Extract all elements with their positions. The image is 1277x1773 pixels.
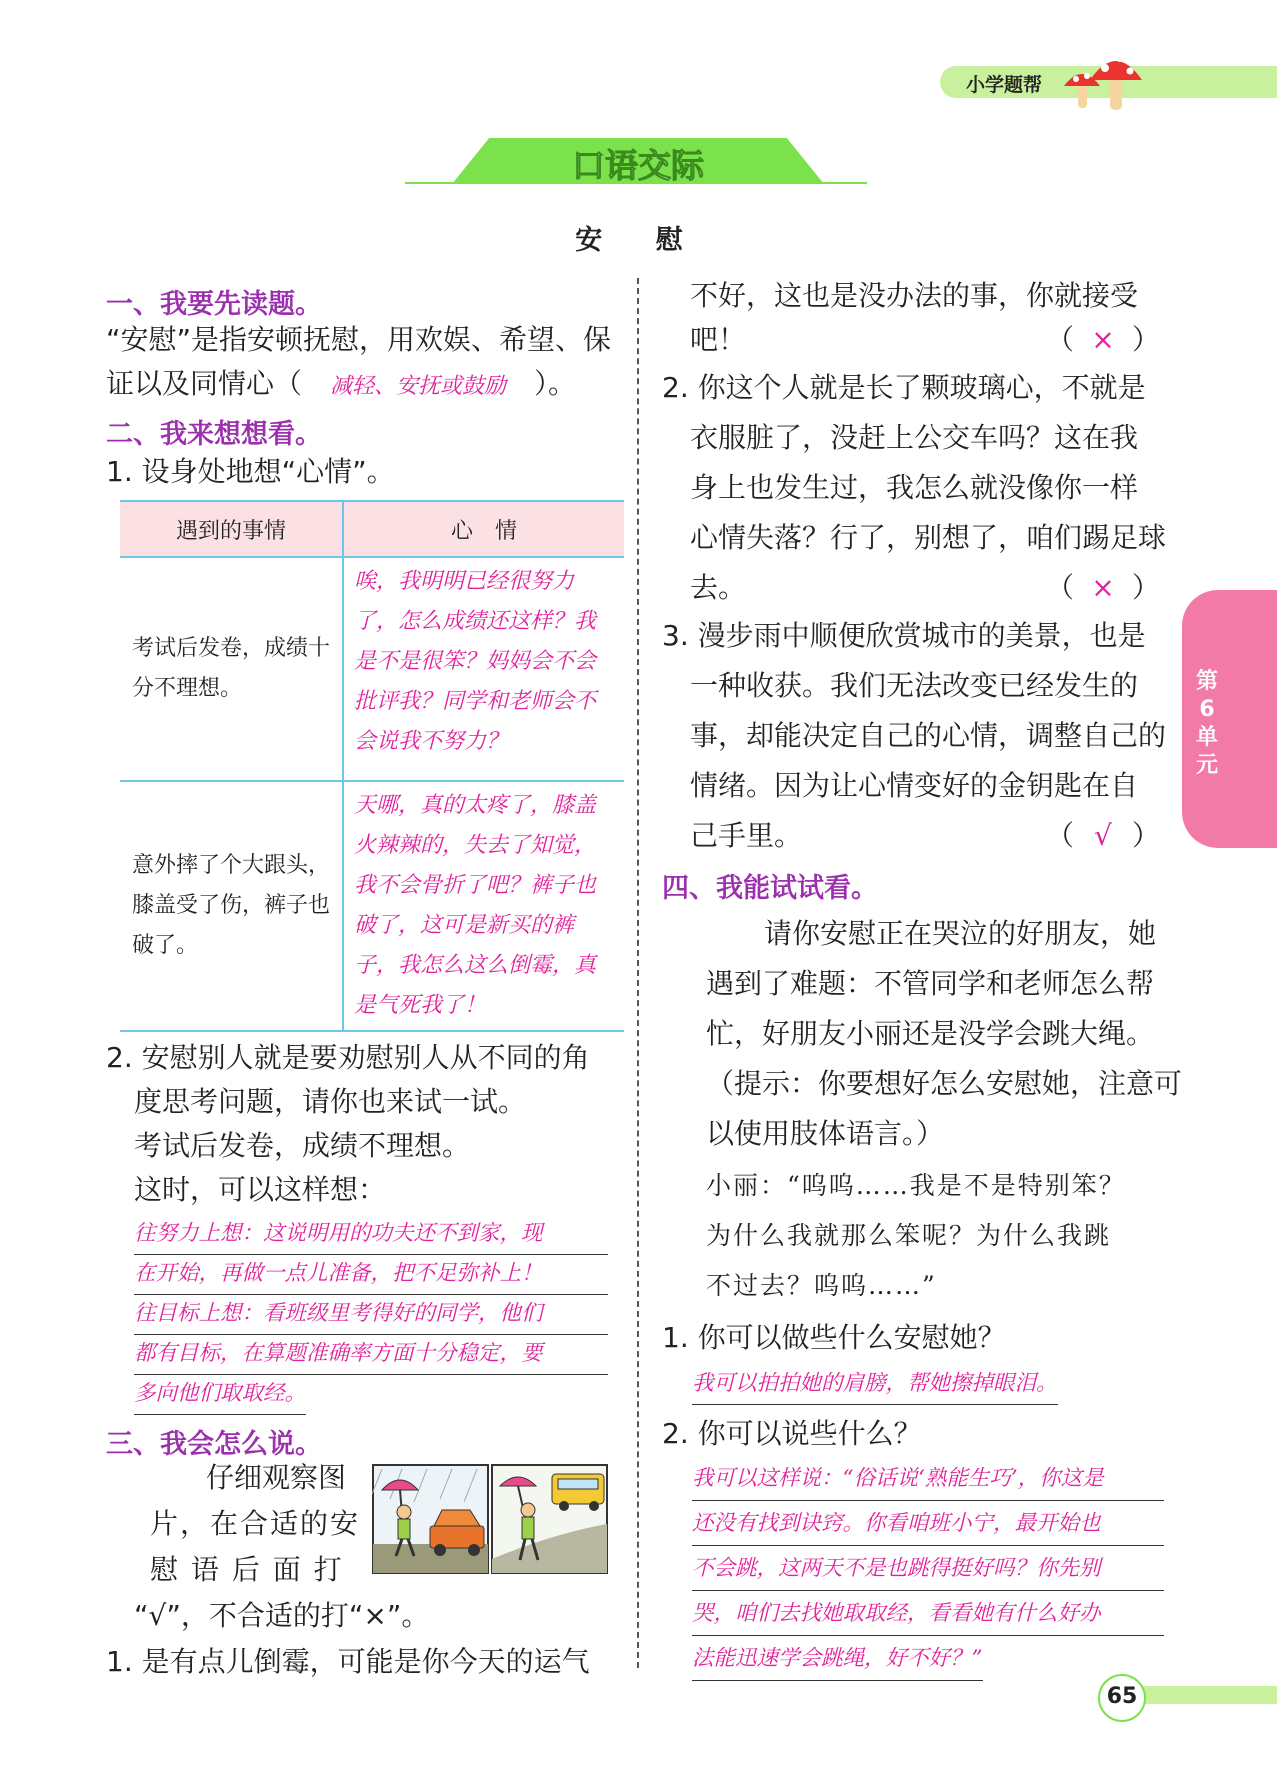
r-q2-mark-box: （ × ） bbox=[1046, 566, 1160, 610]
r-q2-mark: × bbox=[1091, 571, 1115, 604]
s1-line-1: “安慰”是指安顿抚慰，用欢娱、希望、保 bbox=[106, 323, 612, 356]
r-q3-mark-box: （ √ ） bbox=[1046, 814, 1160, 858]
s2-question-2-line-2: 度思考问题，请你也来试一试。 bbox=[134, 1085, 527, 1118]
s4-question-1: 1. 你可以做些什么安慰她？ bbox=[662, 1321, 1006, 1354]
s4-intro-line-1: 请你安慰正在哭泣的好朋友，她 bbox=[764, 917, 1157, 950]
s3-question-1-line-1: 1. 是有点儿倒霉，可能是你今天的运气 bbox=[106, 1645, 590, 1678]
table-cell-mood: 天哪，真的太疼了，膝盖火辣辣的，失去了知觉，我不会骨折了吧？裤子也破了，这可是新买的裤子，我怎么这么倒霉，真是气死我了！ bbox=[343, 781, 624, 1031]
s4-answer-2-line-3: 不会跳，这两天不是也跳得挺好吗？你先别 bbox=[692, 1548, 1164, 1591]
table-cell-event: 考试后发卷，成绩十分不理想。 bbox=[120, 557, 343, 781]
s2-question-2-line-4: 这时，可以这样想： bbox=[134, 1173, 387, 1206]
rain-scene-illustration bbox=[372, 1464, 608, 1574]
r-q1-cont-line-1: 不好，这也是没办法的事，你就接受 bbox=[690, 279, 1139, 312]
r-q2-line-4: 心情失落？行了，别想了，咱们踢足球 bbox=[690, 521, 1167, 554]
s3-intro-line-3: 慰 语 后 面 打 bbox=[150, 1553, 344, 1586]
s2-question-2-line-3: 考试后发卷，成绩不理想。 bbox=[134, 1129, 471, 1162]
s2-question-1: 1. 设身处地想“心情”。 bbox=[106, 455, 395, 488]
s4-answer-2-line-2: 还没有找到诀窍。你看咱班小宁，最开始也 bbox=[692, 1503, 1164, 1546]
r-q2-line-2: 衣服脏了，没赶上公交车吗？这在我 bbox=[690, 421, 1139, 454]
brand-label: 小学题帮 bbox=[966, 74, 1043, 96]
lesson-title: 安 慰 bbox=[575, 225, 705, 256]
s2-answer-line-5: 多向他们取取经。 bbox=[134, 1374, 306, 1415]
r-q2-line-5: 去。 bbox=[690, 571, 747, 604]
section-2-title: 二、我来想想看。 bbox=[106, 419, 322, 450]
page-number: 65 bbox=[1106, 1684, 1138, 1709]
s3-intro-line-4: “√”，不合适的打“×”。 bbox=[134, 1599, 430, 1632]
r-q2-line-1: 2. 你这个人就是长了颗玻璃心，不就是 bbox=[662, 371, 1146, 404]
r-q3-line-1: 3. 漫步雨中顺便欣赏城市的美景，也是 bbox=[662, 619, 1146, 652]
s1-line-2-b: ）。 bbox=[534, 367, 577, 400]
s4-quote-line-1: 小丽：“呜呜……我是不是特别笨？ bbox=[706, 1171, 1126, 1200]
s2-answer-line-2: 在开始，再做一点儿准备，把不足弥补上！ bbox=[134, 1254, 608, 1295]
table-cell-event: 意外摔了个大跟头，膝盖受了伤，裤子也破了。 bbox=[120, 781, 343, 1031]
s4-answer-1: 我可以拍拍她的肩膀，帮她擦掉眼泪。 bbox=[692, 1364, 1058, 1405]
section-title: 口语交际 bbox=[572, 146, 704, 185]
s4-question-2: 2. 你可以说些什么？ bbox=[662, 1417, 922, 1450]
s4-intro-line-5: 以使用肢体语言。） bbox=[706, 1117, 945, 1150]
r-q3-mark: √ bbox=[1094, 819, 1112, 852]
r-q3-line-3: 事，却能决定自己的心情，调整自己的 bbox=[690, 719, 1167, 752]
section-4-title: 四、我能试试看。 bbox=[662, 873, 878, 904]
r-q2-line-3: 身上也发生过，我怎么就没像你一样 bbox=[690, 471, 1139, 504]
mushroom-icon bbox=[1060, 44, 1144, 114]
table-cell-mood: 唉，我明明已经很努力了，怎么成绩还这样？我是不是很笨？妈妈会不会批评我？同学和老师会不会说我不努力？ bbox=[343, 557, 624, 781]
s1-line-2-a: 证以及同情心（ bbox=[106, 367, 303, 400]
s2-answer-line-3: 往目标上想：看班级里考得好的同学，他们 bbox=[134, 1294, 608, 1335]
s2-question-2-line-1: 2. 安慰别人就是要劝慰别人从不同的角 bbox=[106, 1041, 590, 1074]
s1-answer: 减轻、安抚或鼓励 bbox=[330, 374, 507, 399]
s3-intro-line-1: 仔细观察图 bbox=[206, 1461, 347, 1494]
s3-intro-line-2: 片，在合适的安 bbox=[150, 1507, 361, 1540]
s4-quote-line-3: 不过去？呜呜……” bbox=[706, 1271, 937, 1300]
column-divider bbox=[637, 278, 639, 1668]
table-header-mood: 心 情 bbox=[343, 501, 624, 557]
r-q3-line-2: 一种收获。我们无法改变已经发生的 bbox=[690, 669, 1139, 702]
r-q1-mark: × bbox=[1091, 323, 1115, 356]
unit-tab-label: 第6单元 bbox=[1195, 669, 1218, 778]
s4-answer-2-line-1: 我可以这样说：“俗话说‘熟能生巧’，你这是 bbox=[692, 1458, 1164, 1501]
s4-intro-line-3: 忙，好朋友小丽还是没学会跳大绳。 bbox=[706, 1017, 1155, 1050]
s4-intro-line-4: （提示：你要想好怎么安慰她，注意可 bbox=[706, 1067, 1183, 1100]
s4-answer-2-line-5: 法能迅速学会跳绳，好不好？” bbox=[692, 1638, 983, 1681]
section-1-title: 一、我要先读题。 bbox=[106, 289, 322, 320]
s2-answer-line-4: 都有目标，在算题准确率方面十分稳定，要 bbox=[134, 1334, 608, 1375]
s2-answer-line-1: 往努力上想：这说明用的功夫还不到家，现 bbox=[134, 1214, 608, 1255]
r-q3-line-4: 情绪。因为让心情变好的金钥匙在自 bbox=[690, 769, 1139, 802]
section-3-title: 三、我会怎么说。 bbox=[106, 1429, 322, 1460]
r-q3-line-5: 己手里。 bbox=[690, 819, 803, 852]
s4-intro-line-2: 遇到了难题：不管同学和老师怎么帮 bbox=[706, 967, 1155, 1000]
mood-table bbox=[120, 500, 624, 1032]
page-number-bar bbox=[1126, 1686, 1277, 1704]
table-header-event: 遇到的事情 bbox=[120, 501, 343, 557]
s4-answer-2-line-4: 哭，咱们去找她取取经，看看她有什么好办 bbox=[692, 1593, 1164, 1636]
r-q1-cont-line-2: 吧！ bbox=[690, 323, 747, 356]
s1-line-2 bbox=[106, 362, 576, 409]
s4-quote-line-2: 为什么我就那么笨呢？为什么我跳 bbox=[706, 1221, 1112, 1250]
r-q1-mark-box: （ × ） bbox=[1046, 318, 1160, 362]
